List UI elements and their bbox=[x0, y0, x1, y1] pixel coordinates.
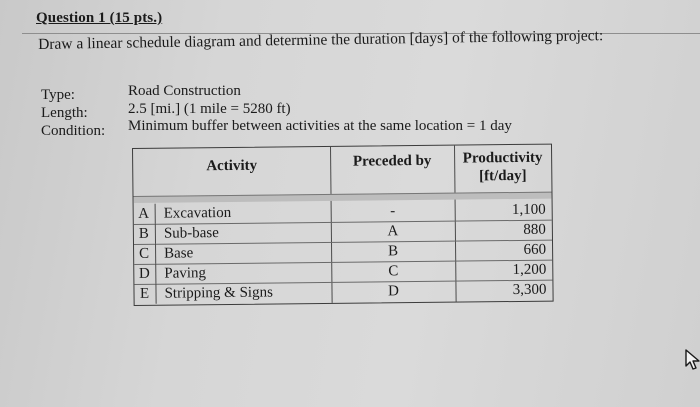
length-value: 2.5 [mi.] (1 mile = 5280 ft) bbox=[128, 101, 291, 117]
row-preceded-by: C bbox=[388, 263, 399, 280]
row-letter: A bbox=[138, 205, 150, 222]
row-letter: D bbox=[138, 265, 150, 282]
letter-divider bbox=[155, 244, 156, 264]
row-letter: E bbox=[139, 285, 150, 302]
type-value: Road Construction bbox=[128, 83, 241, 99]
letter-divider bbox=[155, 284, 156, 304]
row-preceded-by: A bbox=[387, 223, 399, 240]
table-border bbox=[132, 144, 554, 306]
letter-divider bbox=[155, 224, 156, 244]
row-productivity: 660 bbox=[523, 241, 547, 258]
row-activity-name: Stripping & Signs bbox=[164, 284, 273, 302]
header-preceded-by: Preceded by bbox=[352, 152, 432, 170]
row-activity-name: Sub-base bbox=[163, 225, 219, 242]
header-productivity: Productivity bbox=[462, 149, 543, 167]
row-letter: C bbox=[139, 245, 150, 262]
table-row bbox=[134, 280, 552, 304]
header-productivity-unit: [ft/day] bbox=[478, 167, 527, 185]
row-preceded-by: D bbox=[388, 283, 400, 300]
row-productivity: 3,300 bbox=[512, 281, 547, 299]
condition-value: Minimum buffer between activities at the same location = 1 day bbox=[128, 118, 512, 134]
row-productivity: 880 bbox=[523, 221, 546, 238]
row-preceded-by: - bbox=[390, 203, 396, 220]
mouse-pointer-icon bbox=[683, 348, 700, 372]
question-title: Question 1 (15 pts.) bbox=[36, 10, 163, 26]
length-label: Length: bbox=[41, 105, 88, 121]
row-letter: B bbox=[138, 225, 149, 242]
header-activity: Activity bbox=[206, 157, 258, 175]
letter-divider bbox=[155, 204, 156, 224]
row-productivity: 1,100 bbox=[511, 201, 546, 219]
condition-label: Condition: bbox=[41, 123, 106, 139]
question-instruction: Draw a linear schedule diagram and determine the duration [days] of the following project: bbox=[38, 27, 604, 53]
type-label: Type: bbox=[41, 87, 75, 103]
row-activity-name: Paving bbox=[164, 265, 207, 282]
row-activity-name: Excavation bbox=[163, 204, 232, 222]
activity-table bbox=[132, 144, 554, 306]
letter-divider bbox=[155, 264, 156, 284]
row-productivity: 1,200 bbox=[512, 261, 547, 279]
row-preceded-by: B bbox=[387, 243, 399, 260]
row-activity-name: Base bbox=[164, 245, 194, 262]
